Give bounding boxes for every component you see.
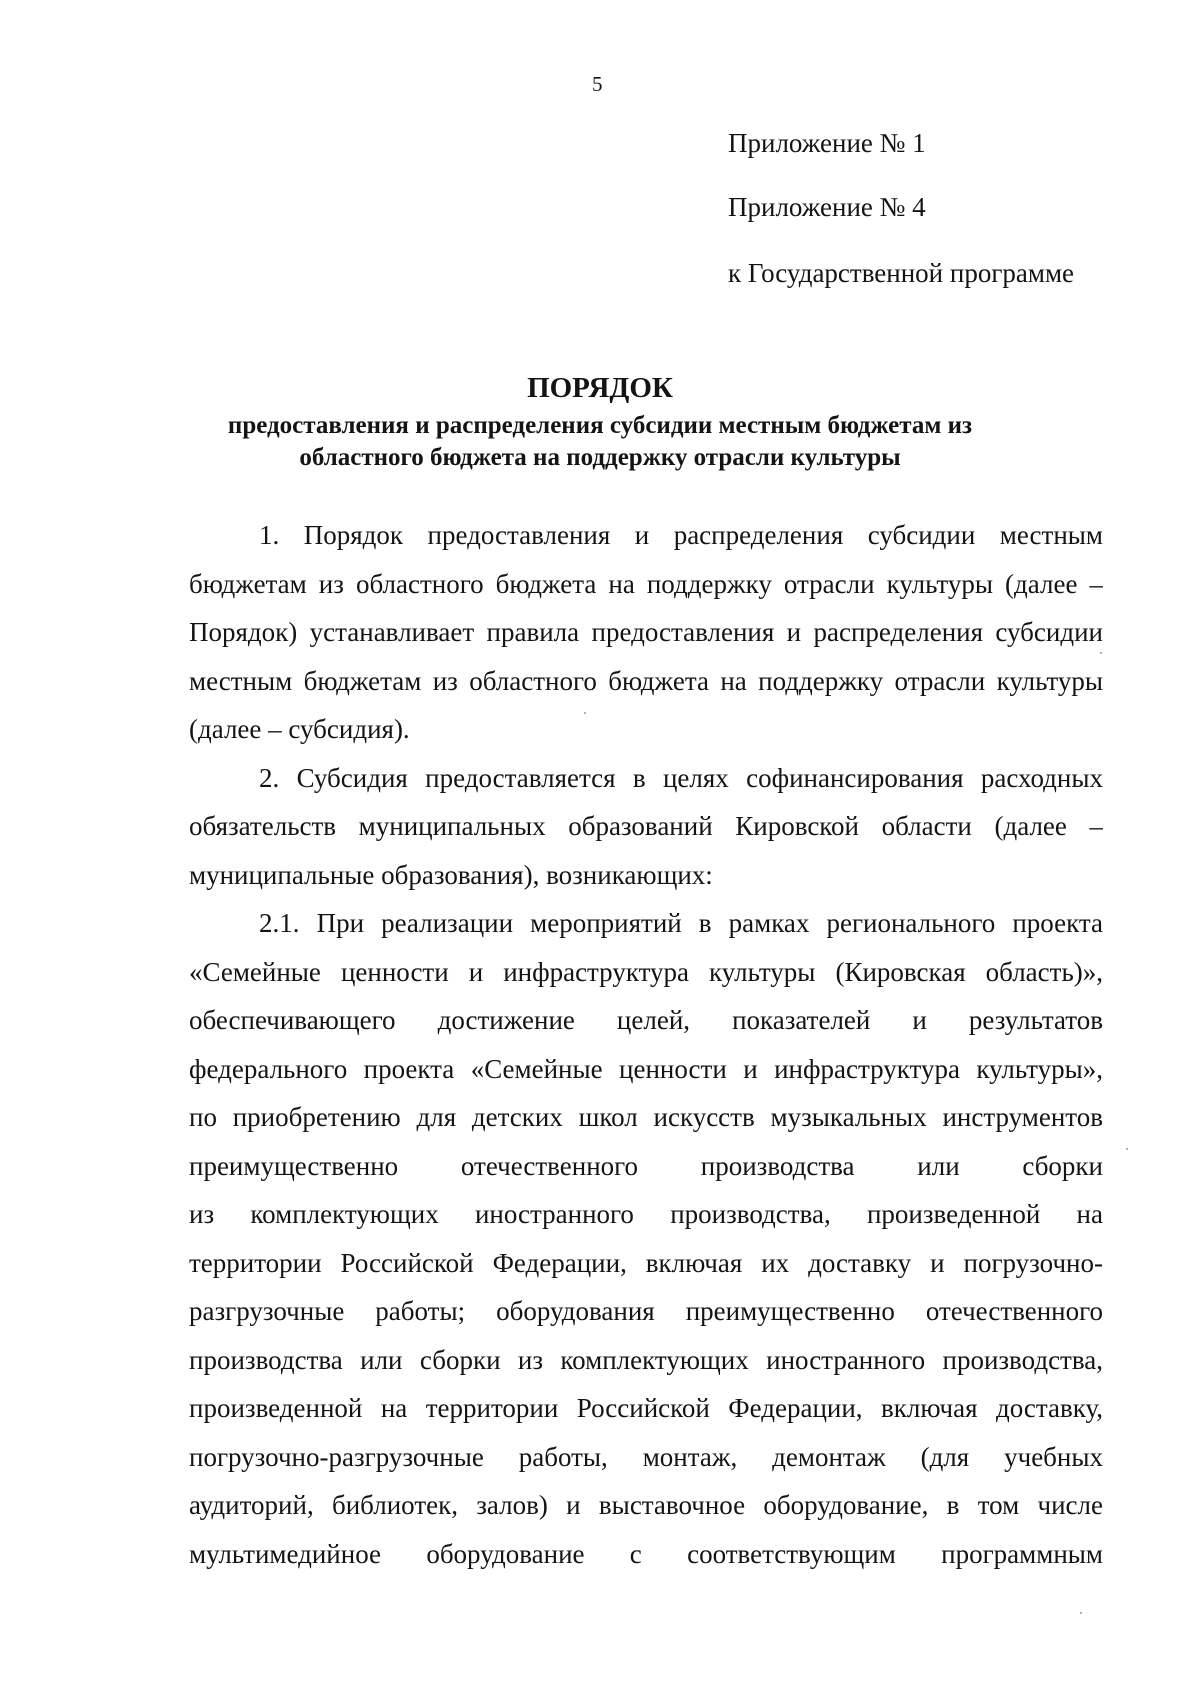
paragraph-2-line: 2. Субсидия предоставляется в целях софинансирования расходных: [259, 762, 1103, 793]
document-subtitle-line-2: областного бюджета на поддержку отрасли культуры: [299, 444, 901, 471]
paragraph-1-line: бюджетам из областного бюджета на поддержку отрасли культуры (далее –: [189, 568, 1103, 599]
paragraph-2-1-line: 2.1. При реализации мероприятий в рамках регионального проекта: [259, 908, 1103, 938]
paragraph-2-1-line: из комплектующих иностранного производства, произведенной на: [189, 1199, 1103, 1229]
paragraph-1-line: местным бюджетам из областного бюджета на поддержку отрасли культуры: [189, 665, 1103, 696]
appendix-line-1: Приложение № 1: [728, 128, 926, 158]
paragraph-2-1-line: «Семейные ценности и инфраструктура культуры (Кировская область)»,: [189, 956, 1103, 987]
paragraph-1-line: 1. Порядок предоставления и распределения субсидии местным: [259, 520, 1103, 550]
scan-speck: [1126, 1148, 1128, 1150]
paragraph-1-line: (далее – субсидия).: [189, 714, 410, 744]
paragraph-2-1-line: обеспечивающего достижение целей, показателей и результатов: [189, 1005, 1103, 1035]
appendix-line-3: к Государственной программе: [728, 258, 1075, 288]
paragraph-2-1-line: разгрузочные работы; оборудования преимущественно отечественного: [189, 1296, 1103, 1326]
scan-speck: [1100, 652, 1102, 654]
document-subtitle-line-1: предоставления и распределения субсидии местным бюджетам из: [227, 412, 973, 439]
paragraph-2-1-line: по приобретению для детских школ искусств музыкальных инструментов: [189, 1102, 1103, 1132]
page-number: 5: [592, 72, 603, 96]
document-title: ПОРЯДОК: [527, 372, 673, 404]
paragraph-2-1-line: аудиторий, библиотек, залов) и выставочное оборудование, в том числе: [189, 1490, 1103, 1520]
paragraph-2-1-line: погрузочно-разгрузочные работы, монтаж, демонтаж (для учебных: [189, 1441, 1103, 1472]
paragraph-2-1-line: федерального проекта «Семейные ценности и инфраструктура культуры»,: [189, 1053, 1103, 1084]
paragraph-2-1-line: производства или сборки из комплектующих иностранного производства,: [189, 1344, 1103, 1375]
paragraph-1-line: Порядок) устанавливает правила предоставления и распределения субсидии: [189, 617, 1103, 647]
body-text: [189, 515, 1103, 1582]
paragraph-2-1-line: преимущественно отечественного производства или сборки: [189, 1150, 1103, 1181]
paragraph-2-line: муниципальные образования), возникающих:: [189, 859, 713, 890]
scan-speck: [584, 712, 586, 714]
paragraph-2-1-line: мультимедийное оборудование с соответствующим программным: [189, 1538, 1103, 1569]
appendix-line-2: Приложение № 4: [728, 192, 926, 222]
scan-speck: [1080, 1612, 1082, 1614]
paragraph-2-1-line: территории Российской Федерации, включая их доставку и погрузочно-: [189, 1247, 1103, 1278]
paragraph-2-1-line: произведенной на территории Российской Федерации, включая доставку,: [189, 1393, 1103, 1423]
paragraph-2-line: обязательств муниципальных образований Кировской области (далее –: [189, 811, 1103, 841]
